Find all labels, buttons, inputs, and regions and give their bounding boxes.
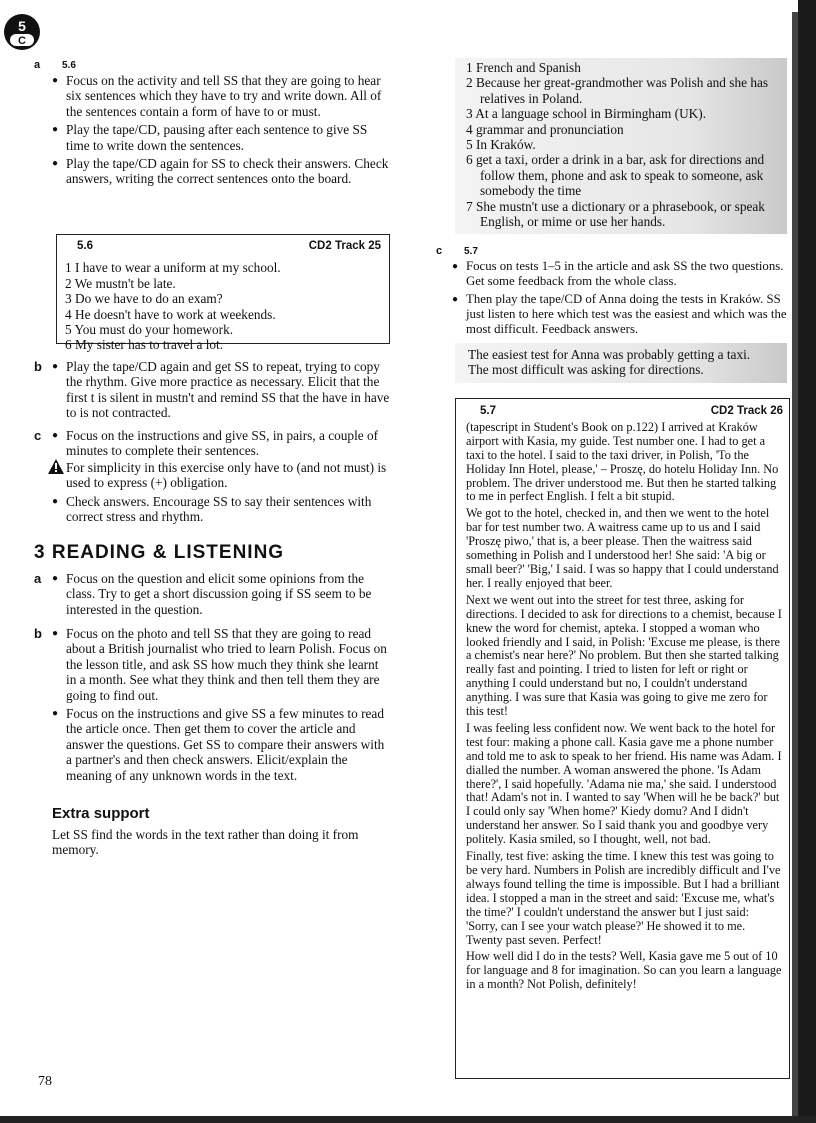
ref-5-7: 5.7: [464, 246, 478, 257]
box-track: CD2 Track 25: [308, 240, 381, 252]
answer-line: 3 At a language school in Birmingham (UK).: [466, 106, 707, 122]
bullet-text: ● Focus on the instructions and give SS a few minutes to read the article once. Then get them to cover the article and answer the questions. Get SS to compare their answers with a partner's and then check answers. Elicit/explain the meaning of any unknown words in the text.: [52, 706, 390, 783]
sentence-line: 6 My sister has to travel a lot.: [65, 337, 224, 353]
bullet-text: ● Focus on the question and elicit some opinions from the class. Try to get a short discussion going if SS seem to be interested in the question.: [52, 571, 390, 617]
answer-line: 7 She mustn't use a dictionary or a phrasebook, or speak English, or mime or use her hands.: [466, 198, 765, 230]
sentence-line: 3 Do we have to do an exam?: [65, 291, 223, 307]
sentence-line: 5 You must do your homework.: [65, 322, 234, 338]
box-ref: 5.7: [480, 405, 496, 417]
answer-line: The most difficult was asking for directions.: [468, 362, 704, 378]
bullet-text: ● Then play the tape/CD of Anna doing the tests in Kraków. SS just listen to here which test was the easiest and which was the most difficult. Feedback answers.: [452, 292, 788, 337]
bottom-rule: [0, 1116, 816, 1123]
box-ref: 5.6: [77, 240, 93, 252]
answer-line: The easiest test for Anna was probably getting a taxi.: [468, 347, 751, 362]
label-a: a: [34, 571, 42, 586]
answer-line: 1 French and Spanish: [466, 60, 581, 75]
answer-line: 5 In Kraków.: [466, 137, 536, 153]
page-edge-shadow-inner: [792, 12, 798, 1123]
audio-box-5-6: [56, 234, 390, 353]
warning-icon: [48, 459, 64, 474]
answer-line: 2 Because her great-grandmother was Polish and she has relatives in Poland.: [466, 75, 769, 106]
bullet-text: ● Focus on tests 1–5 in the article and ask SS the two questions. Get some feedback from the whole class.: [452, 259, 788, 289]
label-a: a: [34, 59, 41, 71]
ref-5-6: 5.6: [62, 60, 76, 71]
page-number: 78: [38, 1074, 52, 1089]
extra-support-text: Let SS find the words in the text rather than doing it from memory.: [52, 827, 359, 858]
bullet-text: ● Play the tape/CD again and get SS to repeat, trying to copy the rhythm. Give more practice as necessary. Elicit that the first t is silent in mustn't and remind SS that the have in have to is not contracted.: [52, 359, 390, 421]
tapescript-paragraph: Next we went out into the street for test three, asking for directions. I decided to ask for directions to a chemist, because I knew the word for chemist, apteka. I stopped a woman who looked friendly and I said, in Polish: 'Excuse me please, is there a chemist's near here?' No problem. But then she started talking really fast and pointing. I tried to listen for left or right or anything I could understand but no, I couldn't understand anything. I was sure that Kasia was going to give me zero for this test!: [466, 592, 782, 719]
bullet-text: ● Focus on the instructions and give SS, in pairs, a couple of minutes to complete their sentences.: [52, 428, 390, 459]
bullet-text: ● Play the tape/CD, pausing after each sentence to give SS time to write down the sentences.: [52, 122, 390, 153]
bullet-text: ● Focus on the activity and tell SS that they are going to hear six sentences which they have to try and write down. All of the sentences contain a form of have to or must.: [52, 73, 390, 119]
answer-line: 4 grammar and pronunciation: [466, 121, 624, 137]
box-track: CD2 Track 26: [710, 405, 783, 417]
tapescript-paragraph: Finally, test five: asking the time. I knew this test was going to be very hard. Numbers in Polish are incredibly difficult and I've always found telling the time is impossible. But I had a brilliant idea. I stopped a man in the street and said: 'Excuse me, what's the time?' I couldn't understand the answer but I just said: 'Sorry, can I see your watch please?' He showed it to me. Twenty past seven. Perfect!: [466, 849, 781, 947]
extra-support-title: Extra support: [52, 805, 150, 822]
unit-badge-icon: [2, 12, 42, 52]
sentence-line: 4 He doesn't have to work at weekends.: [65, 306, 276, 322]
unit-badge-number: 5: [18, 18, 26, 34]
tapescript-paragraph: I was feeling less confident now. We went back to the hotel for test four: making a phone call. Kasia gave me a phone number and told me to ask to speak to her friend. His name was Adam. I dialled the number. A woman answered the phone. 'Is Adam there?', I said hopefully. 'Adama nie ma,' she said. I understood that! Adam's not in. I wanted to say 'When will he be back?' but I could only say 'When home?' Kiedy domu? And I didn't understand her answer. So I said thank you and goodbye very politely. Kasia smiled, so I thought, well, not bad.: [466, 720, 782, 847]
label-b: b: [34, 626, 42, 641]
sentence-line: 2 We mustn't be late.: [65, 275, 176, 291]
page-edge-shadow: [798, 0, 816, 1123]
unit-badge-letter: C: [18, 35, 26, 47]
tapescript-paragraph: How well did I do in the tests? Well, Kasia gave me 5 out of 10 for language and 8 for imagination. So can you learn a language in a month? Not Polish, definitely!: [466, 949, 782, 992]
answers-list: [466, 60, 784, 229]
answer-line: 6 get a taxi, order a drink in a bar, ask for directions and follow them, phone and ask to speak to someone, ask somebody the time: [466, 152, 765, 199]
sentence-line: 1 I have to wear a uniform at my school.: [65, 260, 281, 276]
bullet-text: ● Play the tape/CD again for SS to check their answers. Check answers, writing the correct sentences onto the board.: [52, 156, 390, 187]
label-c: c: [34, 428, 42, 443]
section-title-reading-listening: 3 READING & LISTENING: [34, 542, 285, 563]
tapescript-paragraph: (tapescript in Student's Book on p.122) I arrived at Kraków airport with Kasia, my guide. Test number one. I had to get a taxi to the hotel. I said to the taxi driver, in Polish, 'To the Holiday Inn Hotel, please,' – Proszę, do hotelu Holiday Inn. No problem. The driver understood me. But then he started talking to me in perfect English. I felt a bit stupid.: [466, 419, 779, 504]
bullet-text: ● Check answers. Encourage SS to say their sentences with correct stress and rhythm.: [52, 494, 390, 525]
label-c: c: [436, 245, 443, 257]
tapescript-paragraph: We got to the hotel, checked in, and then we went to the hotel bar for test number two. A waitress came up to us and I said 'Proszę piwo,' that is, a beer please. Then the waitress said something in Polish and I understood her! She said: 'A big or small beer?' 'Big,' I said. I was so happy that I could understand her. I really enjoyed that beer.: [466, 506, 779, 590]
label-b: b: [34, 359, 42, 374]
section-a-bullets: [52, 73, 390, 187]
warning-note: For simplicity in this exercise only have to (and not must) is used to express (+) obligation.: [66, 460, 387, 491]
audio-box-5-7: [455, 398, 790, 1079]
bullet-text: ● Focus on the photo and tell SS that they are going to read about a British journalist who tried to learn Polish. Focus on the lesson title, and ask SS how much they think she learnt in a month. See what they think and then tell them they are going to find out.: [52, 626, 390, 703]
